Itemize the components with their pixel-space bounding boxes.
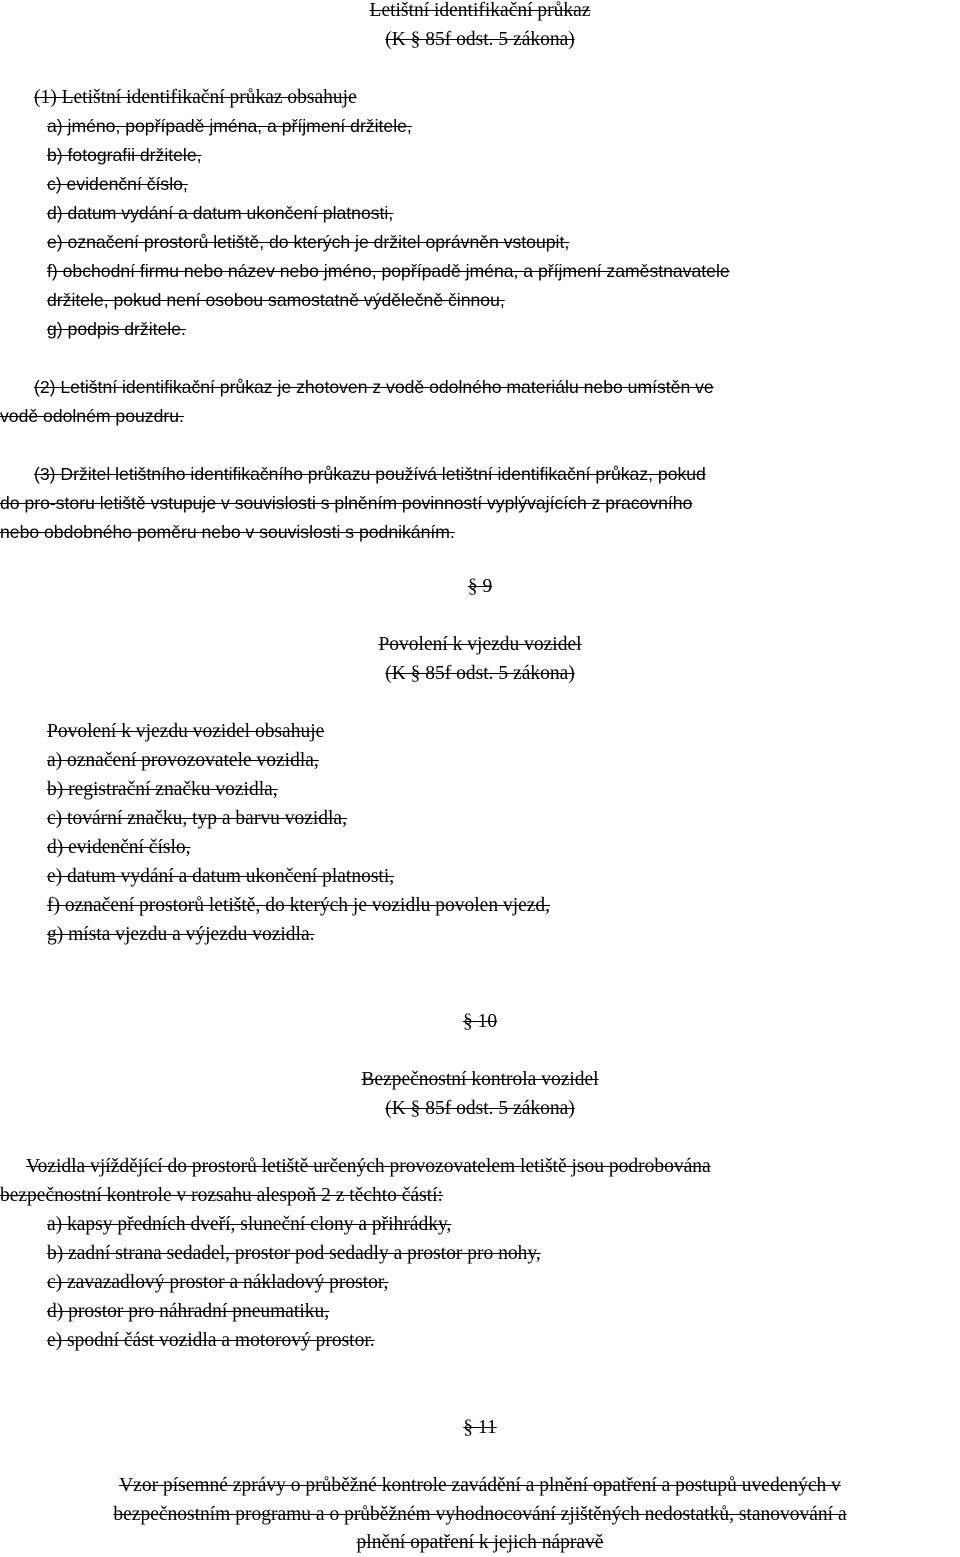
section-reference: (K § 85f odst. 5 zákona) xyxy=(385,1098,575,1119)
section-intro-line: bezpečnostní kontrole v rozsahu alespoň 2 z těchto částí: xyxy=(0,1185,443,1206)
section-intro-line: Vozidla vjíždějící do prostorů letiště určených provozovatelem letiště jsou podrobována xyxy=(26,1156,711,1177)
paragraph-2-line: vodě odolném pouzdru. xyxy=(0,406,184,426)
list-item: držitele, pokud není osobou samostatně výdělečně činnou, xyxy=(47,290,505,310)
list-item: e) označení prostorů letiště, do kterých je držitel oprávněn vstoupit, xyxy=(47,232,570,252)
list-item: f) obchodní firmu nebo název nebo jméno, popřípadě jména, a příjmení zaměstnavatele xyxy=(47,261,730,281)
paragraph-2-line: (2) Letištní identifikační průkaz je zhotoven z vodě odolného materiálu nebo umístěn ve xyxy=(34,377,714,397)
list-item: b) zadní strana sedadel, prostor pod sedadly a prostor pro nohy, xyxy=(47,1243,541,1264)
section-title-line: Vzor písemné zprávy o průběžné kontrole zavádění a plnění opatření a postupů uvedených v xyxy=(119,1475,841,1496)
list-item: c) evidenční číslo, xyxy=(47,174,188,194)
paragraph-3-line: nebo obdobného poměru nebo v souvislosti s podnikáním. xyxy=(0,522,455,542)
list-item: a) jméno, popřípadě jména, a příjmení držitele, xyxy=(47,116,412,136)
section-number: § 9 xyxy=(467,576,493,597)
paragraph-3-line: (3) Držitel letištního identifikačního průkazu používá letištní identifikační průkaz, pokud xyxy=(34,464,706,484)
list-item: a) kapsy předních dveří, sluneční clony a přihrádky, xyxy=(47,1214,452,1235)
list-item: f) označení prostorů letiště, do kterých je vozidlu povolen vjezd, xyxy=(47,895,551,916)
list-item: g) místa vjezdu a výjezdu vozidla. xyxy=(47,924,315,945)
paragraph-3-line: do pro-storu letiště vstupuje v souvislosti s plněním povinností vyplývajících z pracovního xyxy=(0,493,693,513)
list-item: g) podpis držitele. xyxy=(47,319,186,339)
list-item: c) zavazadlový prostor a nákladový prostor, xyxy=(47,1272,389,1293)
list-item: e) datum vydání a datum ukončení platnosti, xyxy=(47,866,395,887)
section-title: Bezpečnostní kontrola vozidel xyxy=(361,1069,599,1090)
section-number: § 10 xyxy=(462,1011,498,1032)
list-item: b) fotografii držitele, xyxy=(47,145,202,165)
section-reference: (K § 85f odst. 5 zákona) xyxy=(385,29,575,50)
section-title-line: plnění opatření k jejich nápravě xyxy=(356,1532,604,1553)
list-item: c) tovární značku, typ a barvu vozidla, xyxy=(47,808,347,829)
section-title-line: bezpečnostním programu a o průběžném vyhodnocování zjištěných nedostatků, stanovování a xyxy=(113,1504,847,1525)
section-number: § 11 xyxy=(463,1417,497,1438)
list-item: d) evidenční číslo, xyxy=(47,837,191,858)
list-item: a) označení provozovatele vozidla, xyxy=(47,750,319,771)
section-reference: (K § 85f odst. 5 zákona) xyxy=(385,663,575,684)
section-title: Povolení k vjezdu vozidel xyxy=(378,634,582,655)
list-item: d) prostor pro náhradní pneumatiku, xyxy=(47,1301,330,1322)
list-item: b) registrační značku vozidla, xyxy=(47,779,278,800)
paragraph-1-intro: (1) Letištní identifikační průkaz obsahuje xyxy=(34,87,357,108)
section-intro: Povolení k vjezdu vozidel obsahuje xyxy=(47,721,325,742)
section-title: Letištní identifikační průkaz xyxy=(369,0,591,21)
list-item: e) spodní část vozidla a motorový prostor. xyxy=(47,1330,375,1351)
list-item: d) datum vydání a datum ukončení platnosti, xyxy=(47,203,394,223)
